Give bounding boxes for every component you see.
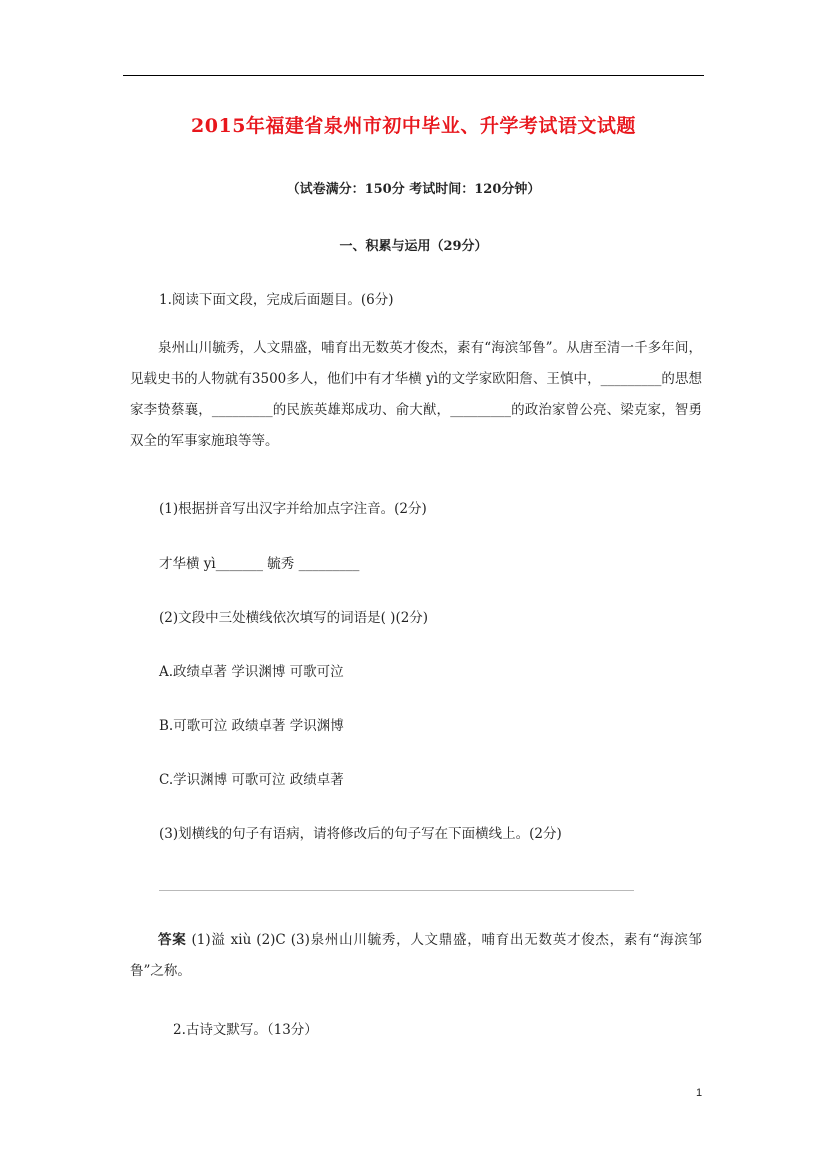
answer-label: 答案	[158, 932, 187, 948]
header-rule	[123, 75, 704, 76]
question-1-sub3: (3)划横线的句子有语病，请将修改后的句子写在下面横线上。(2分)	[159, 826, 562, 842]
question-1-sub1-blanks: 才华横 yì_______ 毓秀 _________	[159, 556, 360, 572]
option-a: A.政绩卓著 学识渊博 可歌可泣	[159, 664, 344, 680]
question-1-sub1: (1)根据拼音写出汉字并给加点字注音。(2分)	[159, 501, 427, 517]
answer-text: (1)溢 xiù (2)C (3)泉州山川毓秀，人文鼎盛，哺育出无数英才俊杰，素有“海滨邹鲁”之称。	[130, 932, 703, 979]
question-1-sub2: (2)文段中三处横线依次填写的词语是( )(2分)	[159, 610, 429, 626]
page-number: 1	[696, 1087, 703, 1099]
answer-blank-line	[159, 890, 634, 891]
question-1-passage: 泉州山川毓秀，人文鼎盛，哺育出无数英才俊杰，素有“海滨邹鲁”。从唐至清一千多年间，见载史书的人物就有3500多人，他们中有才华横 yì的文学家欧阳詹、王慎中，_________的思想家李贽蔡襄，_________的民族英雄郑成功、俞大猷，_________的政治家曾公亮、梁克家，智勇双全的军事家施琅等等。	[130, 340, 702, 449]
answer-block	[130, 925, 702, 987]
section-heading: 一、积累与运用（29分）	[339, 239, 488, 254]
question-2-stem: 2.古诗文默写。（13分）	[173, 1022, 318, 1038]
question-1-stem: 1.阅读下面文段，完成后面题目。(6分)	[159, 292, 394, 308]
option-b: B.可歌可泣 政绩卓著 学识渊博	[159, 718, 344, 734]
option-c: C.学识渊博 可歌可泣 政绩卓著	[159, 772, 344, 788]
exam-info: （试卷满分：150分 考试时间：120分钟）	[286, 182, 541, 197]
page-title: 2015年福建省泉州市初中毕业、升学考试语文试题	[191, 115, 636, 137]
